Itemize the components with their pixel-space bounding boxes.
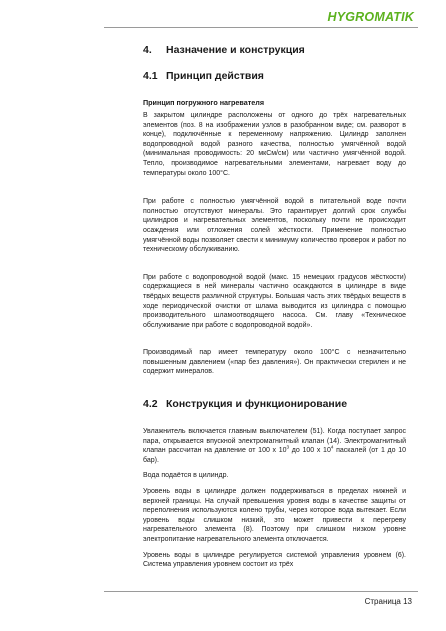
paragraph-heater-elements: В закрытом цилиндре расположены от одного до трёх нагревательных элементов (поз. 8 на изображении узлов в разобранном виде; см. разворот в конце), подключённые к переменному напряжению. Цилиндр заполнен водопроводной водой разного качества, полностью умягчённой водой (минимальная проводимость: 20 мкСм/см) или частично умягчённой водой. Тепло, производимое нагревательными элементами, нагревает воду до температуры около 100°C. [143, 112, 406, 177]
section-heading [143, 44, 406, 56]
subsection-title: Конструкция и функционирование [166, 398, 348, 411]
section-number: 4. [143, 44, 152, 56]
paragraph-softened-water: При работе с полностью умягчённой водой в питательной воде почти полностью отсутствуют минералы. Это гарантирует долгий срок службы цилиндров и нагревательных элементов, поскольку почти не происходит осаждения или отложения солей жёсткости. Применение полностью умягчённой воды позволяет свести к минимуму количество проверок и работ по техническому обслуживанию. [143, 198, 406, 254]
paragraph-tap-water: При работе с водопроводной водой (макс. 15 немецких градусов жёсткости) содержащиеся в ней минералы частично осаждаются в цилиндре в виде твёрдых веществ различной структуры. Большая часть этих твёрдых веществ в ходе периодической очистки от шлама выводится из цилиндра с помощью производительного шламоотводящего насоса. См. главу «Техническое обслуживание при работе с водопроводной водой». [143, 273, 406, 329]
section-title: Назначение и конструкция [166, 44, 305, 56]
page-content [143, 44, 406, 570]
paragraph-water-level: Уровень воды в цилиндре должен поддерживаться в пределах нижней и верхней границы. На случай превышения уровня воды в качестве защиты от переполнения используются колено трубы, через которое вода вытекает. Если уровень воды слишком низкий, это может привести к перегреву нагревательного элемента (8). Поэтому при слишком низком уровне электропитание нагревательного элемента отключается. [143, 488, 406, 543]
subsection-title: Принцип действия [166, 70, 264, 82]
header-rule [104, 27, 418, 28]
paragraph-level-control: Уровень воды в цилиндре регулируется системой управления уровнем (6). Система управления уровнем состоит из трёх [143, 551, 406, 569]
hygromatik-logo: HYGROMATIK [327, 10, 414, 24]
subsection-number: 4.1 [143, 70, 158, 82]
page-number: Страница 13 [364, 597, 412, 606]
heater-principle-heading: Принцип погружного нагревателя [143, 98, 265, 107]
paragraph-steam: Производимый пар имеет температуру около 100°C с незначительно повышенным давлением («пар без давления»). Он практически стерилен и не содержит минералов. [143, 349, 406, 376]
subsection-heading-4-2 [143, 398, 406, 410]
footer-rule [104, 591, 418, 592]
paragraph-solenoid-valve: Увлажнитель включается главным выключателем (51). Когда поступает запрос пара, открывается впускной электромагнитный клапан (14). Электромагнитный клапан рассчитан на давление от 100 x $10^3$ до 100 x $10^4$ паскалей (от 1 до 10 бар). [143, 428, 406, 464]
subsection-heading-4-1 [143, 70, 406, 82]
subsection-number: 4.2 [143, 398, 158, 411]
paragraph-water-fed: Вода подаётся в цилиндр. [143, 472, 229, 480]
